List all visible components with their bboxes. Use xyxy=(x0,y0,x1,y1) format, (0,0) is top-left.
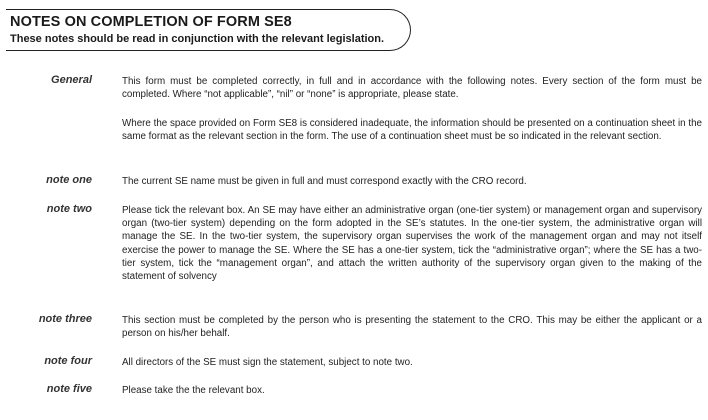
page-subtitle: These notes should be read in conjunction with the relevant legislation. xyxy=(10,33,385,45)
note-label-four: note four xyxy=(44,355,92,367)
note-five-paragraph: Please take the the relevant box. xyxy=(122,385,265,396)
note-general-paragraph-1: This form must be completed correctly, in full and in accordance with the following notes. Every section of the form must be completed. Where “not applicable”, “nil” or “none” is appropriate, please state. xyxy=(122,76,702,101)
note-label-five: note five xyxy=(46,383,92,395)
note-two-paragraph: Please tick the relevant box. An SE may have either an administrative organ (one-tier system) or management organ and supervisory organ (two-tier system) depending on the form adopted in the SE’s statutes. In the one-tier system, the administrative organ will manage the SE. In the two-tier system, the supervisory organ supervises the work of the management organ and may not itself exercise the power to manage the SE. Where the SE has a one-tier system, tick the “administrative organ”; where the SE has a two-tier system, tick the “management organ”, and attach the written authority of the supervisory organ given to the making of the statement of solvency xyxy=(122,205,702,283)
note-one-paragraph: The current SE name must be given in full and must correspond exactly with the CRO record. xyxy=(122,176,527,187)
note-label-one: note one xyxy=(46,174,92,186)
note-label-two: note two xyxy=(46,203,92,215)
note-label-three: note three xyxy=(38,313,92,325)
page-title: NOTES ON COMPLETION OF FORM SE8 xyxy=(10,14,292,30)
note-general-paragraph-2: Where the space provided on Form SE8 is considered inadequate, the information should be presented on a continuation sheet in the same format as the relevant section in the form. The use of a continuation sheet must be so indicated in the relevant section. xyxy=(122,118,702,143)
note-four-paragraph: All directors of the SE must sign the statement, subject to note two. xyxy=(122,357,413,368)
note-three-paragraph: This section must be completed by the person who is presenting the statement to the CRO. This may be either the applicant or a person on his/her behalf. xyxy=(122,315,702,340)
note-label-general: General xyxy=(51,74,92,86)
